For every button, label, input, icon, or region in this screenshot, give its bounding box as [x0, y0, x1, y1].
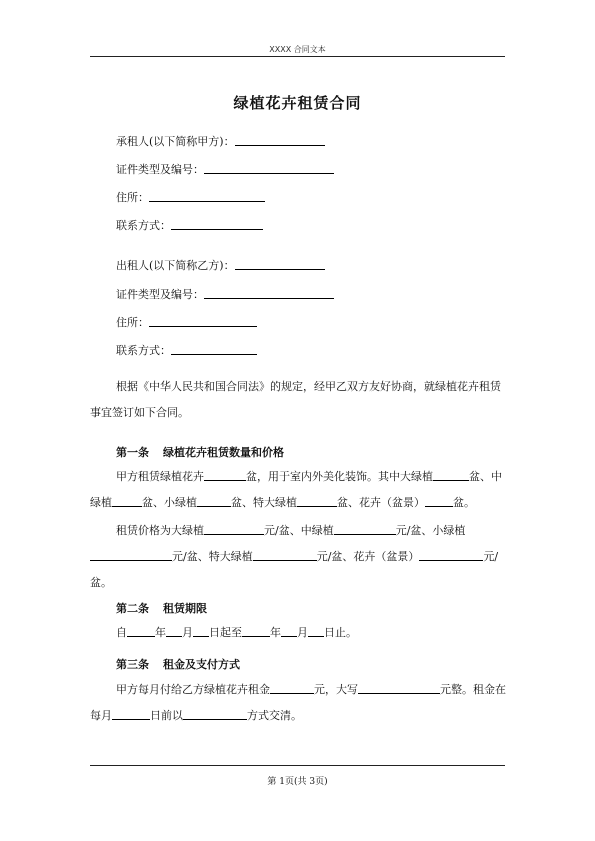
- large-plant-price-blank[interactable]: [204, 523, 264, 535]
- party-a-address-field: [116, 190, 265, 205]
- a2-text-6: 月: [297, 626, 308, 639]
- xl-plant-qty-blank[interactable]: [297, 495, 337, 507]
- a1p2-text-3: 元/盆、小绿植: [395, 524, 466, 537]
- monthly-rent-words-blank[interactable]: [358, 682, 440, 694]
- payment-day-blank[interactable]: [112, 708, 150, 720]
- article-1-heading: [116, 444, 284, 460]
- a2-text-4: 日起至: [209, 626, 242, 639]
- party-b-id-label: 证件类型及编号：: [116, 288, 204, 301]
- medium-plant-qty-blank[interactable]: [112, 495, 142, 507]
- article-2-title: 租赁期限: [163, 602, 207, 615]
- party-b-name-field: [116, 258, 325, 273]
- end-year-blank[interactable]: [242, 625, 270, 637]
- a1p1-text-4: 盆、小绿植: [142, 496, 197, 509]
- a3-text-3: 元整。租金在每月: [90, 683, 506, 722]
- party-a-name-label: 承租人(以下简称甲方)：: [116, 135, 235, 148]
- article-3-title: 租金及支付方式: [163, 658, 240, 671]
- article-3-payment-paragraph: [90, 677, 506, 729]
- article-3-number: 第三条: [116, 658, 149, 671]
- a2-text-1: 自: [116, 626, 127, 639]
- article-1-quantity-paragraph: [90, 464, 506, 516]
- party-a-address-blank[interactable]: [149, 190, 265, 202]
- a1p1-text-7: 盆。: [453, 496, 475, 509]
- a1p2-text-4: 元/盆、特大绿植: [172, 550, 253, 563]
- party-a-name-field: [116, 134, 325, 149]
- monthly-rent-amount-blank[interactable]: [270, 682, 314, 694]
- footer-rule: [90, 765, 505, 766]
- bonsai-qty-blank[interactable]: [425, 495, 453, 507]
- party-b-id-field: [116, 287, 334, 302]
- article-3-heading: [116, 656, 240, 672]
- end-month-blank[interactable]: [281, 625, 297, 637]
- a1p2-text-2: 元/盆、中绿植: [264, 524, 334, 537]
- a1p2-text-1: 租赁价格为大绿植: [116, 524, 204, 537]
- page-header: XXXX 合同文本: [269, 45, 326, 54]
- article-1-title: 绿植花卉租赁数量和价格: [163, 446, 284, 459]
- bonsai-price-blank[interactable]: [419, 549, 483, 561]
- party-a-contact-blank[interactable]: [171, 218, 263, 230]
- a1p2-text-5: 元/盆、花卉（盆景）: [316, 550, 420, 563]
- party-b-contact-label: 联系方式：: [116, 344, 171, 357]
- page-number: 第 1页(共 3页): [267, 777, 328, 787]
- a3-text-1: 甲方每月付给乙方绿植花卉租金: [116, 683, 270, 696]
- xl-plant-price-blank[interactable]: [253, 549, 317, 561]
- preamble-text: 根据《中华人民共和国合同法》的规定，经甲乙双方友好协商，就绿植花卉租赁事宜签订如下合同。: [90, 380, 501, 419]
- preamble-paragraph: [90, 374, 506, 426]
- party-b-id-blank[interactable]: [204, 287, 334, 299]
- a2-text-5: 年: [270, 626, 281, 639]
- small-plant-price-blank[interactable]: [90, 549, 172, 561]
- a1p1-text-5: 盆、特大绿植: [231, 496, 297, 509]
- payment-method-blank[interactable]: [183, 708, 247, 720]
- article-1-number: 第一条: [116, 446, 149, 459]
- party-a-contact-label: 联系方式：: [116, 219, 171, 232]
- article-2-heading: [116, 600, 207, 616]
- a1p1-text-2: 盆，用于室内外美化装饰。其中大绿植: [246, 470, 433, 483]
- party-a-id-field: [116, 162, 334, 177]
- party-b-address-label: 住所：: [116, 316, 149, 329]
- a3-text-5: 方式交清。: [247, 709, 302, 722]
- medium-plant-price-blank[interactable]: [334, 523, 396, 535]
- party-a-id-label: 证件类型及编号：: [116, 163, 204, 176]
- party-b-address-blank[interactable]: [149, 315, 257, 327]
- party-a-name-blank[interactable]: [235, 134, 325, 146]
- a2-text-3: 月: [182, 626, 193, 639]
- a1p1-text-6: 盆、花卉（盆景）: [337, 496, 425, 509]
- a3-text-2: 元，大写: [314, 683, 358, 696]
- a3-text-4: 日前以: [150, 709, 183, 722]
- start-year-blank[interactable]: [127, 625, 155, 637]
- a1p2-text-6: 元/盆。: [90, 550, 499, 589]
- party-a-id-blank[interactable]: [204, 162, 334, 174]
- a2-text-2: 年: [155, 626, 166, 639]
- document-title: 绿植花卉租赁合同: [233, 94, 362, 112]
- start-day-blank[interactable]: [193, 625, 209, 637]
- party-a-address-label: 住所：: [116, 191, 149, 204]
- party-b-address-field: [116, 315, 257, 330]
- a1p1-text-3: 盆、中绿植: [90, 470, 502, 509]
- a2-text-7: 日止。: [324, 626, 357, 639]
- party-b-contact-field: [116, 343, 257, 358]
- large-plant-qty-blank[interactable]: [433, 469, 469, 481]
- a1p1-text-1: 甲方租赁绿植花卉: [116, 470, 204, 483]
- header-rule: [90, 56, 505, 57]
- article-2-term-paragraph: [90, 620, 506, 646]
- party-b-name-label: 出租人(以下简称乙方)：: [116, 259, 235, 272]
- end-day-blank[interactable]: [308, 625, 324, 637]
- party-b-name-blank[interactable]: [235, 258, 325, 270]
- party-a-contact-field: [116, 218, 263, 233]
- article-1-price-paragraph: [90, 518, 506, 596]
- party-b-contact-blank[interactable]: [171, 343, 257, 355]
- start-month-blank[interactable]: [166, 625, 182, 637]
- article-2-number: 第二条: [116, 602, 149, 615]
- small-plant-qty-blank[interactable]: [197, 495, 231, 507]
- total-pots-blank[interactable]: [204, 469, 246, 481]
